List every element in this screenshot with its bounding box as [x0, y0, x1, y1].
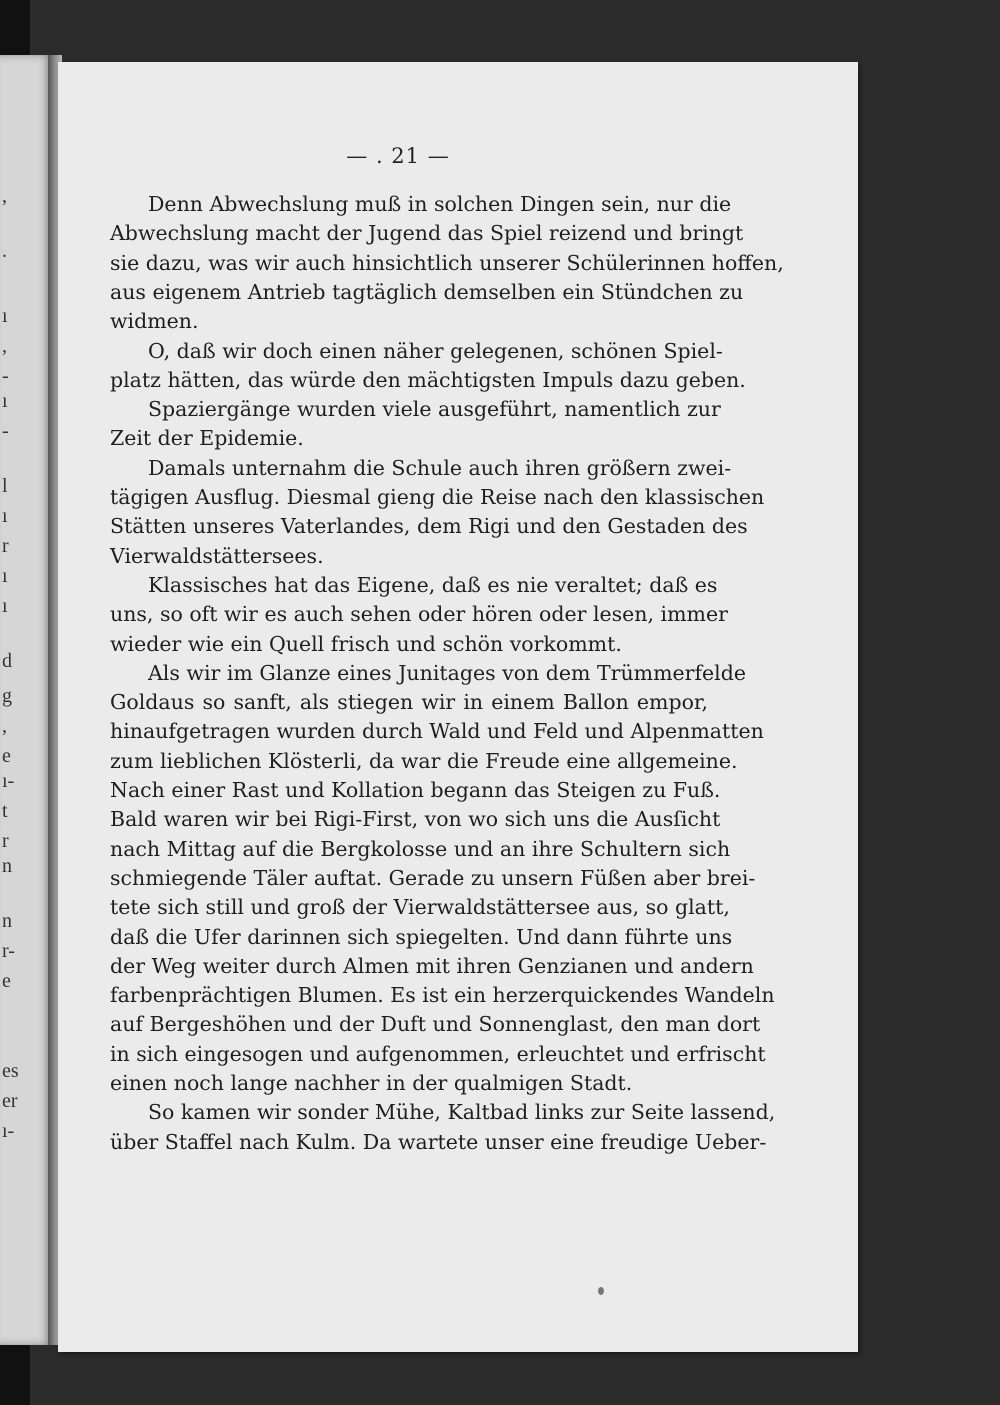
text-line: einen noch lange nachher in der qualmigen Stadt. [110, 1071, 633, 1095]
text-line: tete sich still und groß der Vierwaldstättersee aus, so glatt, [110, 895, 730, 920]
previous-page-fragment: ı [2, 565, 8, 587]
text-line: Klassisches hat das Eigene, daß es nie veraltet; daß es [148, 572, 718, 597]
text-line: Stätten unseres Vaterlandes, dem Rigi und den Gestaden des [110, 514, 748, 539]
previous-page-fragment: d [2, 650, 12, 672]
previous-page-fragment: ı- [2, 770, 15, 792]
text-line: Bald waren wir bei Rigi-First, von wo sich uns die Ausſicht [110, 807, 721, 832]
text-line: sie dazu, was wir auch hinsichtlich unserer Schülerinnen hoffen, [110, 250, 784, 275]
previous-page-fragment: r [2, 535, 9, 557]
text-line: Denn Abwechslung muß in solchen Dingen sein, nur die [148, 192, 732, 216]
previous-page-fragment: n [2, 855, 12, 877]
text-line: tägigen Ausflug. Diesmal gieng die Reise nach den klassischen [110, 485, 765, 509]
previous-page-fragment: g [2, 685, 12, 707]
previous-page-fragment: ı [2, 595, 8, 617]
text-line: platz hätten, das würde den mächtigsten Impuls dazu geben. [110, 367, 746, 392]
text-line: Abwechslung macht der Jugend das Spiel reizend und bringt [110, 221, 744, 246]
previous-page-fragment: ı [2, 505, 8, 527]
text-line: Zeit der Epidemie. [110, 426, 304, 451]
previous-page-fragment: l [2, 475, 8, 497]
text-line: nach Mittag auf die Bergkolosse und an ihre Schultern sich [110, 836, 731, 861]
previous-page-fragment: ı [2, 390, 8, 412]
text-line: in sich eingesogen und aufgenommen, erleuchtet und erfrischt [110, 1041, 766, 1066]
text-line: der Weg weiter durch Almen mit ihren Genzianen und andern [110, 953, 754, 978]
previous-page-edge [0, 55, 52, 1345]
text-line: Vierwaldstättersees. [110, 543, 324, 568]
previous-page-fragment: , [2, 715, 7, 737]
text-line: farbenprächtigen Blumen. Es ist ein herzerquickendes Wandeln [110, 983, 775, 1008]
previous-page-fragment: ı [2, 305, 8, 327]
previous-page-fragment: e [2, 745, 11, 767]
text-line: widmen. [110, 309, 199, 334]
text-line: hinaufgetragen wurden durch Wald und Feld und Alpenmatten [110, 719, 764, 744]
text-line: über Staffel nach Kulm. Da wartete unser eine freudige Ueber- [110, 1129, 767, 1154]
text-line: Damals unternahm die Schule auch ihren größern zwei- [148, 455, 732, 480]
previous-page-fragment: es [2, 1060, 19, 1082]
text-line: So kamen wir sonder Mühe, Kaltbad links zur Seite lassend, [148, 1100, 776, 1125]
text-line: daß die Ufer darinnen sich spiegelten. Und dann führte uns [110, 924, 733, 949]
ink-smudge [598, 1287, 604, 1295]
previous-page-fragment: t [2, 800, 8, 822]
text-line: schmiegende Täler auftat. Gerade zu unsern Füßen aber brei- [110, 865, 756, 890]
text-line: zum lieblichen Klösterli, da war die Freude eine allgemeine. [110, 748, 738, 773]
text-line: wieder wie ein Quell frisch und schön vorkommt. [110, 631, 622, 656]
text-line: aus eigenem Antrieb tagtäglich demselben ein Stündchen zu [110, 279, 744, 304]
previous-page-fragment: ı- [2, 1120, 15, 1142]
text-line: uns, so oft wir es auch sehen oder hören oder lesen, immer [110, 602, 728, 627]
text-line: Spaziergänge wurden viele ausgeführt, namentlich zur [148, 397, 721, 422]
previous-page-fragment: . [2, 240, 7, 262]
text-line: Goldaus so sanft, als stiegen wir in einem Ballon empor, [110, 690, 708, 715]
text-line: Nach einer Rast und Kollation begann das Steigen zu Fuß. [110, 778, 721, 802]
text-line: Als wir im Glanze eines Junitages von dem Trümmerfelde [148, 660, 746, 685]
previous-page-fragment: r- [2, 940, 15, 962]
text-line: O, daß wir doch einen näher gelegenen, schönen Spiel- [148, 338, 723, 363]
previous-page-fragment: er [2, 1090, 18, 1112]
page-number: — . 21 — [346, 144, 450, 168]
previous-page-fragment: - [2, 420, 9, 442]
previous-page-fragment: , [2, 335, 7, 357]
text-line: auf Bergeshöhen und der Duft und Sonnenglast, den man dort [110, 1012, 761, 1037]
previous-page-fragment: , [2, 185, 7, 207]
previous-page-fragment: - [2, 365, 9, 387]
previous-page-fragment: r [2, 830, 9, 852]
book-page [58, 62, 858, 1352]
previous-page-fragment: e [2, 970, 11, 992]
previous-page-fragment: n [2, 910, 12, 932]
